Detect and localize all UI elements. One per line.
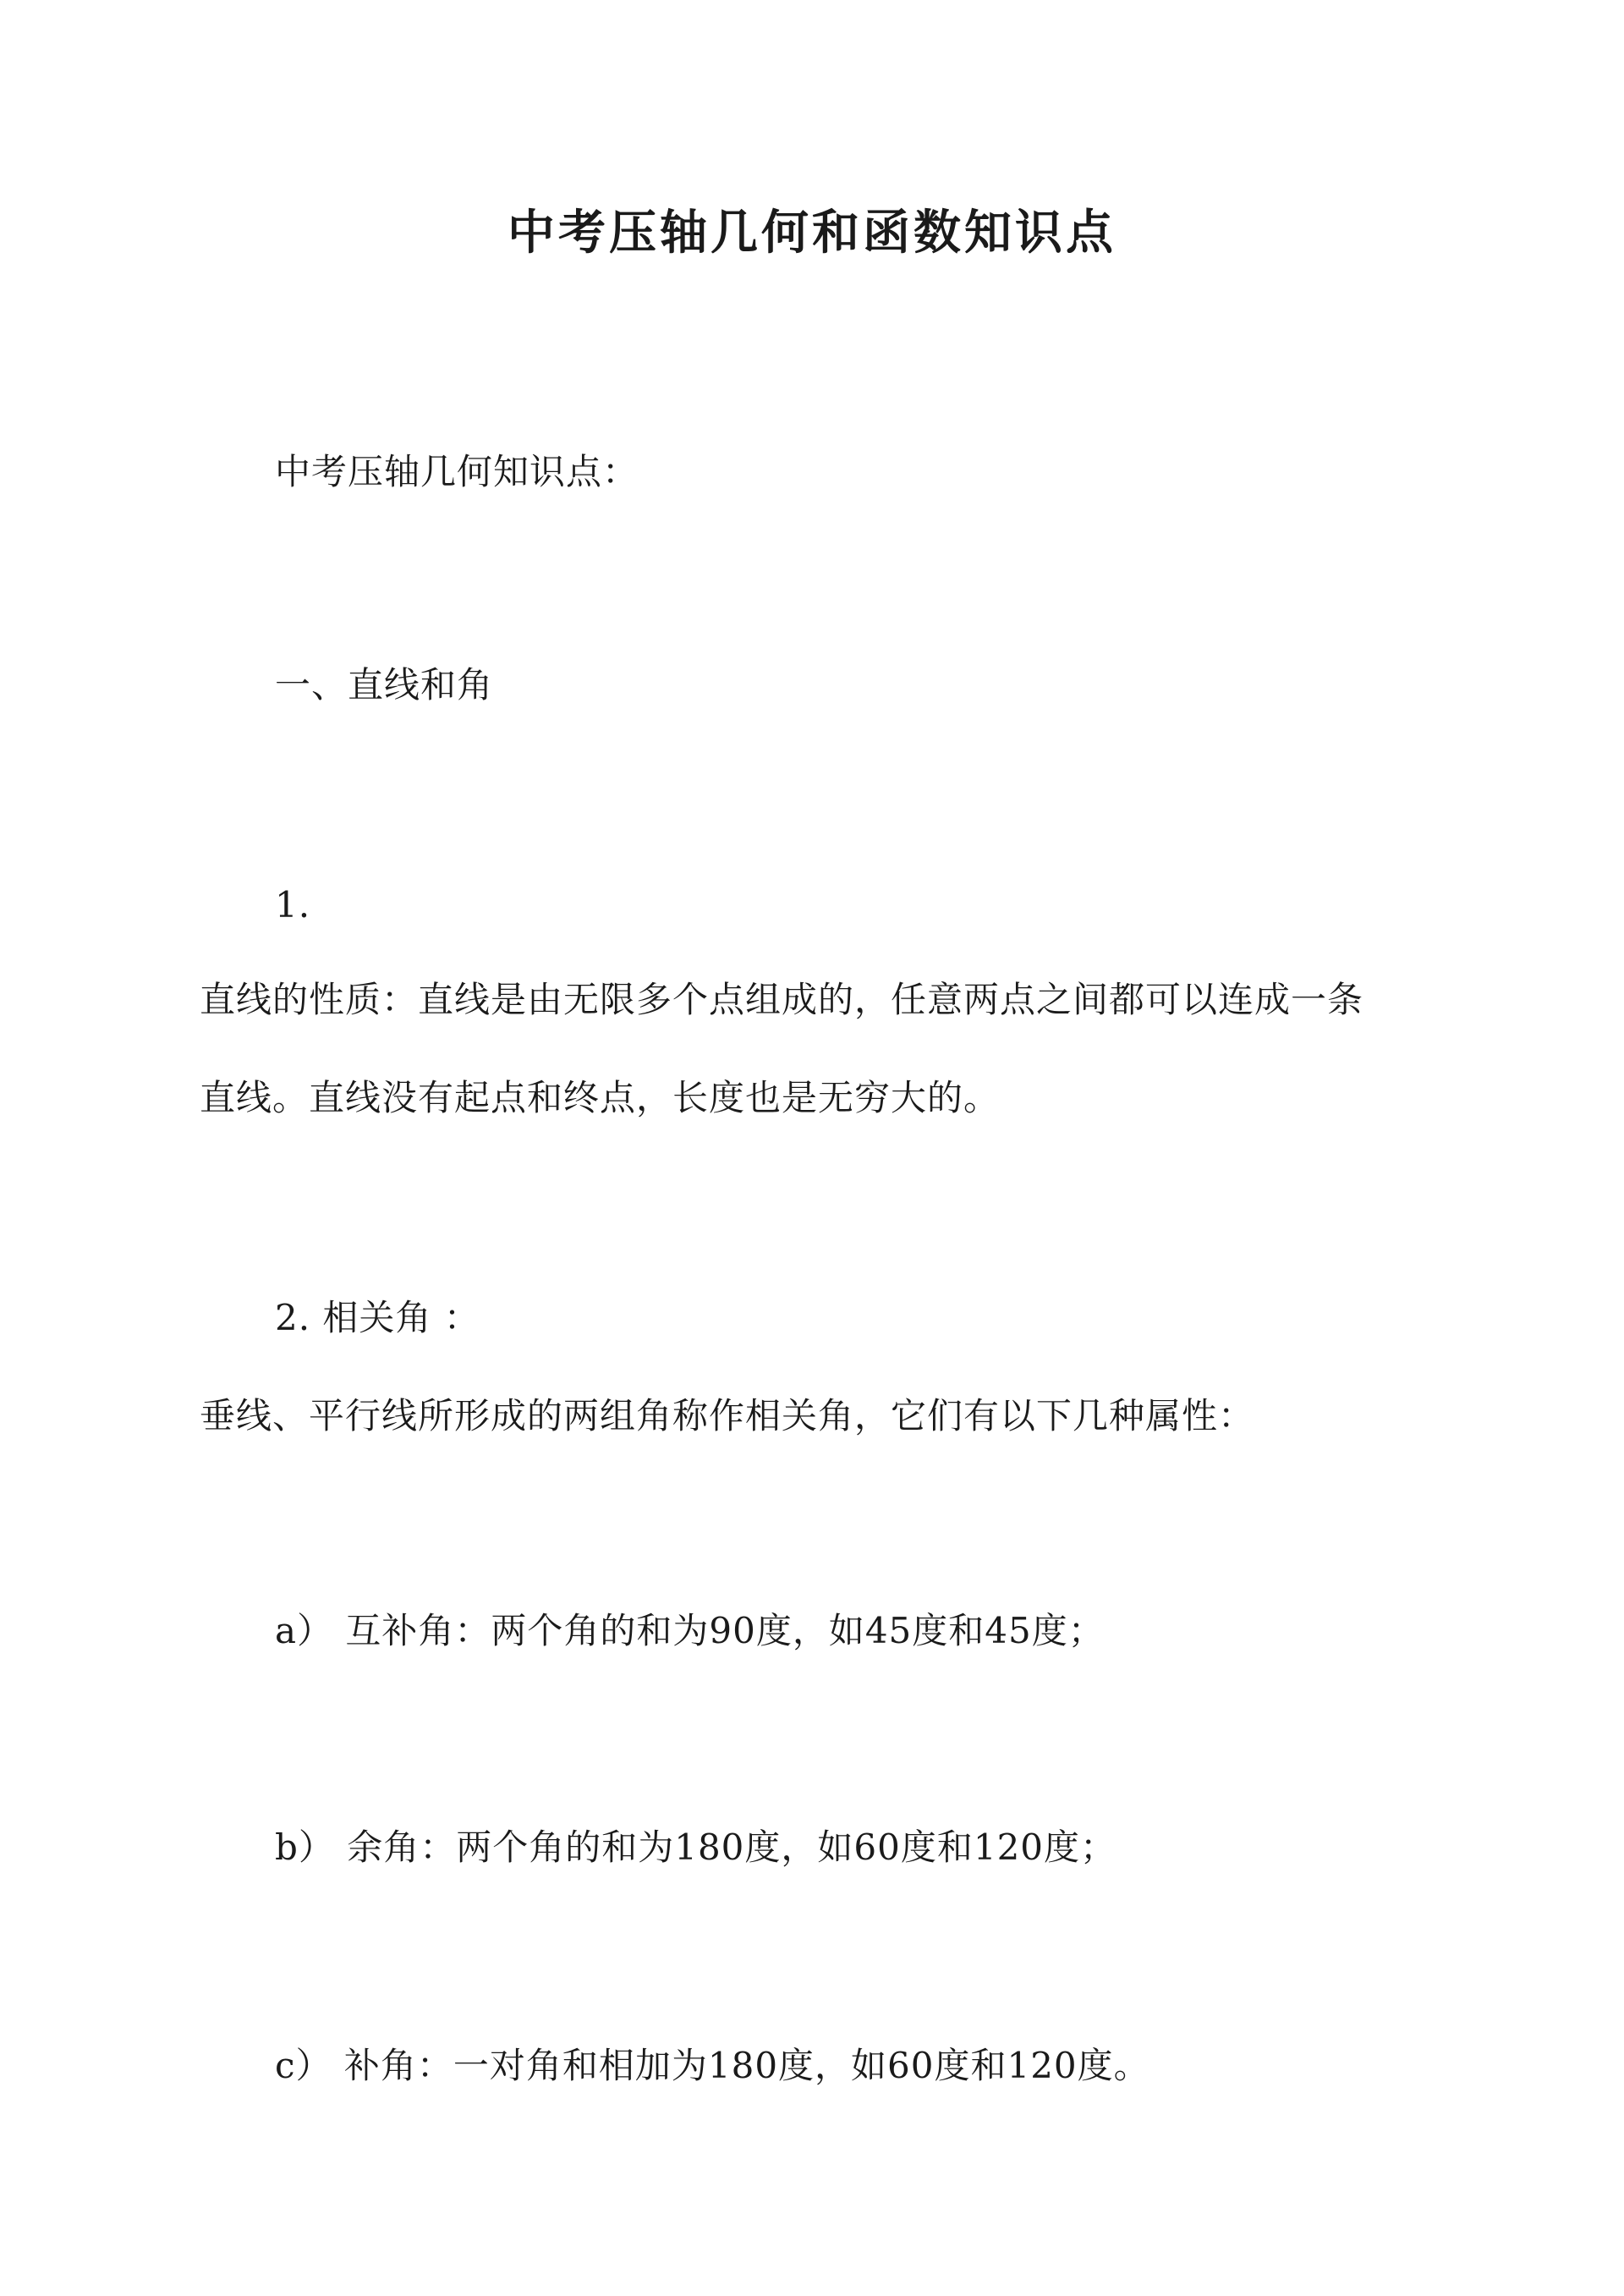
section-heading-lines-and-angles: 一、直线和角 [275, 664, 494, 706]
section-intro: 中考压轴几何知识点： [275, 451, 639, 492]
sub-item-a: a） 互补角：两个角的和为90度，如45度和45度； [275, 1610, 1105, 1651]
sub-item-b: b） 余角：两个角的和为180度，如60度和120度； [275, 1826, 1117, 1868]
item-1-number: 1. [275, 884, 311, 926]
document-title: 中考压轴几何和函数知识点 [508, 205, 1116, 261]
item-2-text-line-1: 垂线、平行线所形成的两组角称作相关角，它们有以下几种属性： [200, 1395, 1255, 1436]
sub-item-c: c） 补角：一对角和相加为180度，如60度和120度。 [275, 2045, 1150, 2086]
item-1-text-line-1: 直线的性质：直线是由无限多个点组成的，任意两点之间都可以连成一条 [200, 979, 1364, 1020]
item-1-text-line-2: 直线。直线没有起点和终点，长度也是无穷大的。 [200, 1077, 1001, 1118]
item-2-heading: 2. 相关角 ： [275, 1297, 480, 1338]
